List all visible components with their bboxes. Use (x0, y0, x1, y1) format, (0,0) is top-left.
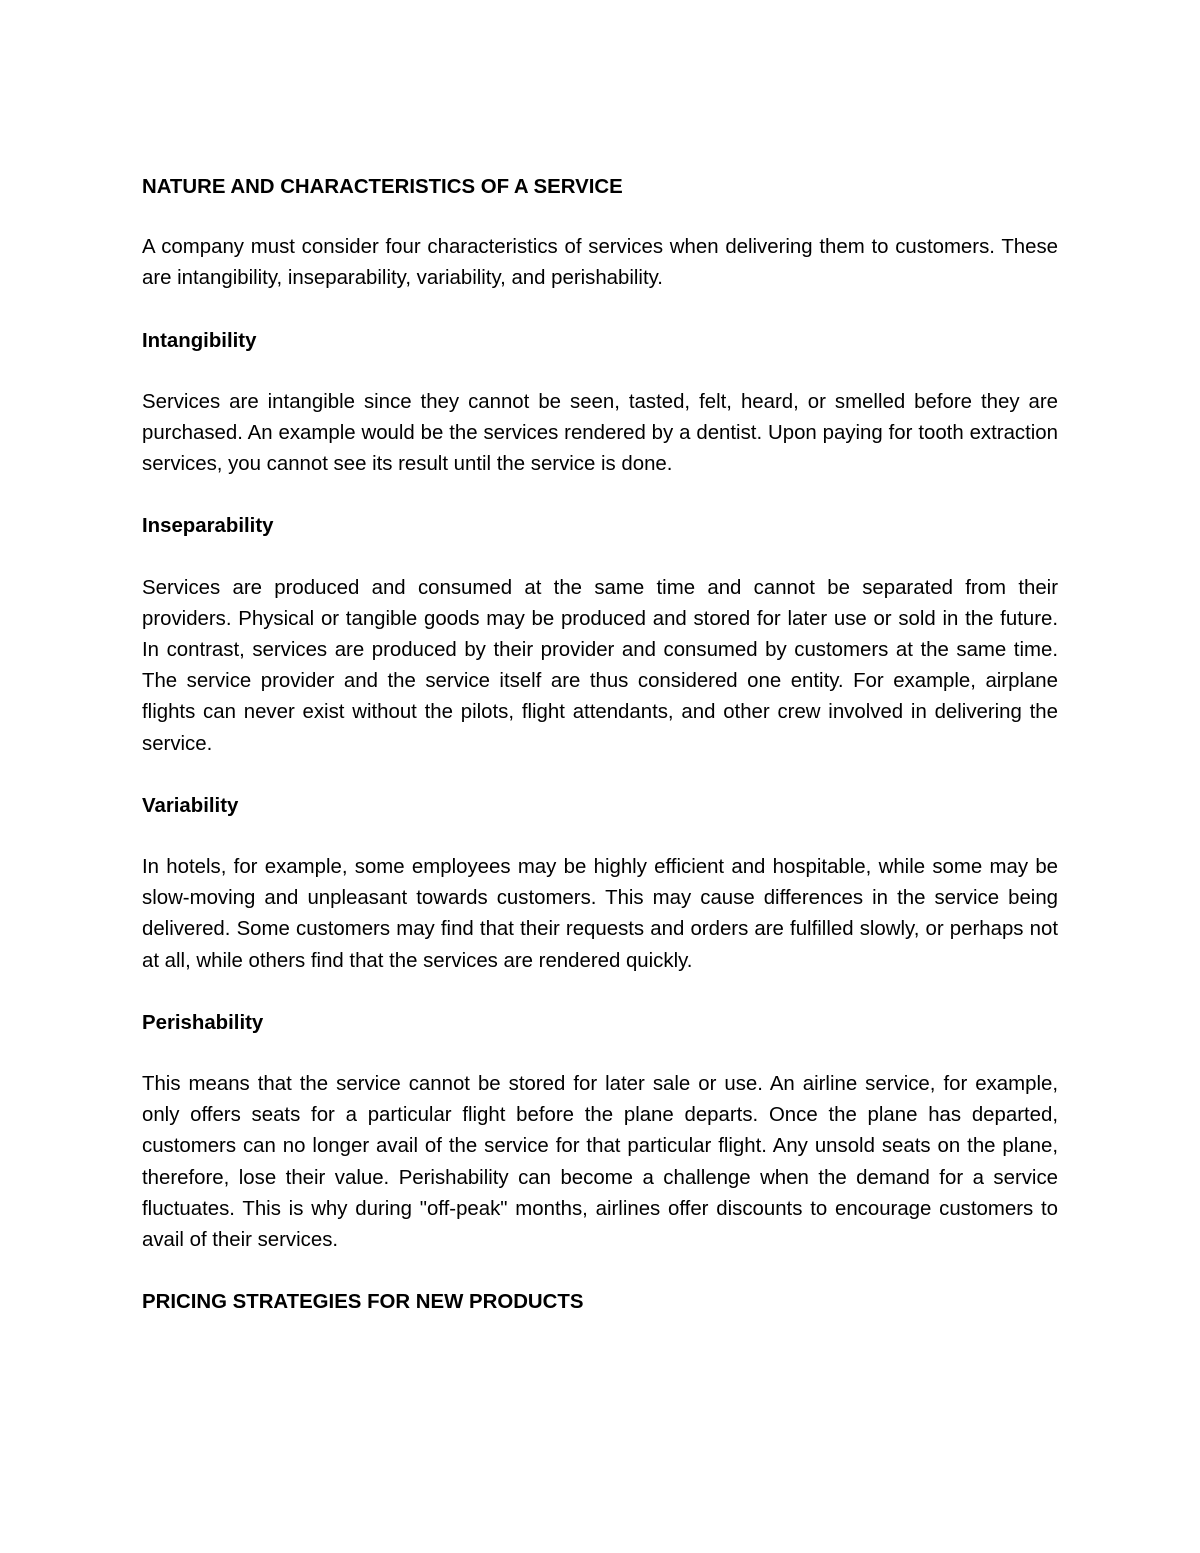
next-section-title: PRICING STRATEGIES FOR NEW PRODUCTS (142, 1291, 584, 1314)
paragraph-perishability: This means that the service cannot be stored for later sale or use. An airline service, for example, only offers seats for a particular flight before the plane departs. Once the plane has departed, customers can no longer avail of the service for that particular flight. Any unsold seats on the plane, therefore, lose their value. Perishability can become a challenge when the demand for a service fluctuates. This is why during "off-peak" months, airlines offer discounts to encourage customers to avail of their services. (142, 1073, 1058, 1252)
intro-paragraph: A company must consider four characteristics of services when delivering them to customers. These are intangibility, inseparability, variability, and perishability. (142, 236, 1058, 290)
document-title: NATURE AND CHARACTERISTICS OF A SERVICE (142, 176, 623, 198)
paragraph-inseparability: Services are produced and consumed at the same time and cannot be separated from their providers. Physical or tangible goods may be produced and stored for later use or sold in the future. In contrast, services are produced by their provider and consumed by customers at the same time. The service provider and the service itself are thus considered one entity. For example, airplane flights can never exist without the pilots, flight attendants, and other crew involved in delivering the service. (142, 576, 1058, 755)
heading-intangibility: Intangibility (142, 329, 257, 352)
heading-variability: Variability (142, 794, 239, 817)
document-page (142, 172, 1058, 1318)
heading-perishability: Perishability (142, 1011, 264, 1034)
paragraph-intangibility: Services are intangible since they cannot be seen, tasted, felt, heard, or smelled before they are purchased. An example would be the services rendered by a dentist. Upon paying for tooth extraction services, you cannot see its result until the service is done. (142, 390, 1058, 476)
paragraph-variability: In hotels, for example, some employees may be highly efficient and hospitable, while some may be slow-moving and unpleasant towards customers. This may cause differences in the service being delivered. Some customers may find that their requests and orders are fulfilled slowly, or perhaps not at all, while others find that the services are rendered quickly. (142, 856, 1058, 972)
heading-inseparability: Inseparability (142, 515, 274, 538)
